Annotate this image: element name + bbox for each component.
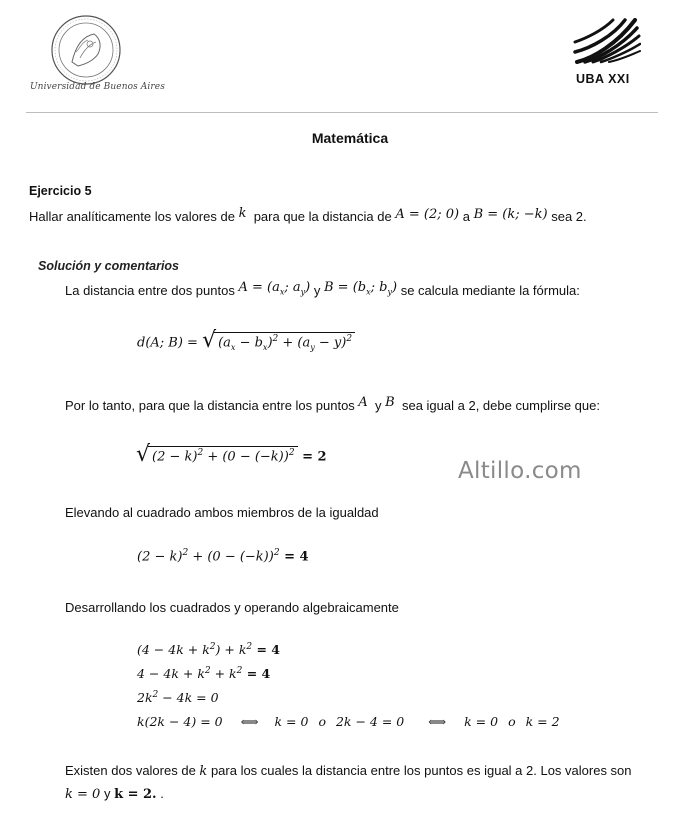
conc-text-a: Existen dos valores de	[65, 763, 196, 778]
problem-text-d: sea 2.	[551, 209, 587, 224]
solution-paragraph-1	[65, 280, 580, 301]
p1-point-a: $A = (a_x$; $a_y$)	[238, 280, 311, 297]
problem-text-a: Hallar analíticamente los valores de	[29, 209, 235, 224]
solution-paragraph-2	[65, 395, 600, 414]
solution-title: Solución y comentarios	[38, 259, 180, 273]
conc-text-b: para los cuales la distancia entre los puntos es igual a 2. Los valores son	[210, 763, 632, 778]
uba-xxi-brand: UBA XXI	[576, 72, 630, 86]
conc-text-y: y	[103, 786, 111, 801]
conc-var-k: k	[199, 764, 208, 779]
header-divider	[26, 112, 658, 113]
watermark: Altillo.com	[458, 458, 582, 484]
solution-paragraph-4: Desarrollando los cuadrados y operando algebraicamente	[65, 600, 399, 615]
p2-text-y: y	[375, 398, 382, 413]
p2-text-b: sea igual a 2, debe cumplirse que:	[401, 398, 600, 413]
point-b: B = (k; −k)	[473, 207, 548, 222]
p1-point-b: $B = (b_x$; $b_y$)	[323, 280, 398, 297]
formula-radical: √ $(a_x - b_x)^2 + (a_y - y)^2$	[202, 332, 355, 352]
point-a: A = (2; 0)	[395, 207, 460, 222]
development-line-4: k(2k − 4) = 0 ⟺ k = 0 o 2k − 4 = 0 ⟺ k = 0 o k = 2	[137, 714, 560, 729]
problem-text-c: a	[462, 209, 470, 224]
conc-value-1: k = 0	[65, 787, 101, 802]
p2-text-a: Por lo tanto, para que la distancia entre los puntos	[65, 398, 355, 413]
p1-text-b: y	[313, 283, 321, 298]
exercise-title: Ejercicio 5	[29, 184, 92, 198]
conclusion	[65, 760, 661, 806]
conc-end: .	[160, 786, 164, 801]
equation-1	[136, 442, 327, 467]
page-title: Matemática	[311, 130, 389, 146]
p1-text-a: La distancia entre dos puntos	[65, 283, 235, 298]
var-k: k	[238, 206, 247, 221]
university-seal-icon	[50, 14, 122, 86]
distance-formula	[137, 328, 355, 353]
conc-value-2: k = 2.	[114, 787, 157, 802]
p2-var-b: B	[385, 395, 395, 410]
eq1-rhs: = 2	[297, 449, 327, 465]
p2-var-a: A	[358, 395, 368, 410]
eq1-radical: √ $(2 - k)^2 + (0 - (-k))^2$	[136, 446, 298, 464]
formula-lhs: d(A; B) =	[137, 335, 198, 351]
uba-logo-icon	[573, 18, 641, 64]
problem-statement	[29, 206, 587, 225]
development-line-1: $(4 - 4k + k^2) + k^2 = 4$	[137, 642, 280, 658]
equation-2: $(2 - k)^2 + (0 - (-k))^2 = 4$	[137, 548, 309, 565]
development-line-3: $2k^2 - 4k = 0$	[137, 690, 219, 706]
development-line-2: $4 - 4k + k^2 + k^2 = 4$	[137, 666, 271, 682]
problem-text-b: para que la distancia de	[253, 209, 392, 224]
solution-paragraph-3: Elevando al cuadrado ambos miembros de la igualdad	[65, 505, 379, 520]
seal-caption: Universidad de Buenos Aires	[30, 82, 165, 92]
p1-text-c: se calcula mediante la fórmula:	[400, 283, 580, 298]
